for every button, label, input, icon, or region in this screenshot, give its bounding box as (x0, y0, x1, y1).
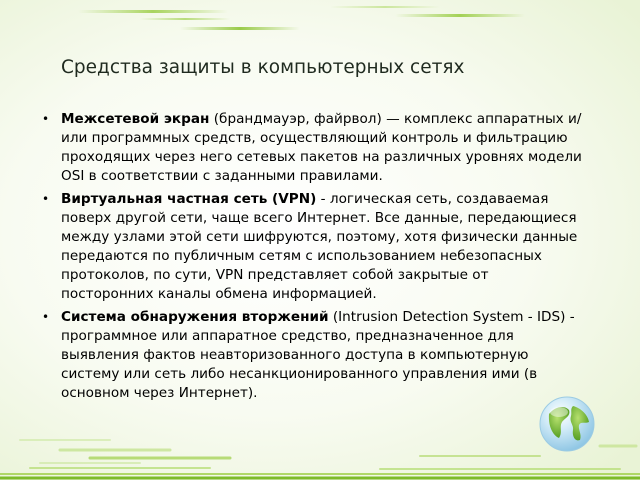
definition: - логическая сеть, создаваемая поверх другой сети, чаще всего Интернет. Все данные, передающиеся между узлами этой сети шифруются, поэтому, хотя физически данные передаются по публичным сетям с использованием небезопасных протоколов, по сути, VPN представляет собой закрытые от посторонних каналы обмена информацией. (61, 191, 578, 302)
header-line (78, 10, 228, 13)
definition: (брандмауэр, файрвол) — комплекс аппаратных и/или программных средств, осуществляющий контроль и фильтрацию проходящих через него сетевых пакетов на различных уровнях модели OSI в соответствии с заданными правилами. (61, 111, 582, 184)
term: Межсетевой экран (61, 111, 210, 127)
definition: (Intrusion Detection System - IDS) - программное или аппаратное средство, предназначенное для выявления фактов неавторизованного доступа в компьютерную систему или сеть либо несанкционированного управления ими (в основном через Интернет). (61, 309, 575, 401)
bullet: • (42, 192, 50, 206)
header-line (180, 27, 300, 30)
header-line (140, 18, 230, 20)
definitions-list (40, 110, 585, 407)
term: Виртуальная частная сеть (VPN) (61, 191, 317, 207)
slide-title: Средства защиты в компьютерных сетях (61, 57, 465, 78)
bullet: • (42, 310, 50, 324)
list-item (40, 308, 585, 403)
list-item (40, 190, 585, 304)
header-line (330, 6, 440, 8)
globe-icon (535, 392, 599, 456)
list-item (40, 110, 585, 186)
term: Система обнаружения вторжений (61, 309, 329, 325)
header-line (395, 14, 525, 17)
bullet: • (42, 112, 50, 126)
